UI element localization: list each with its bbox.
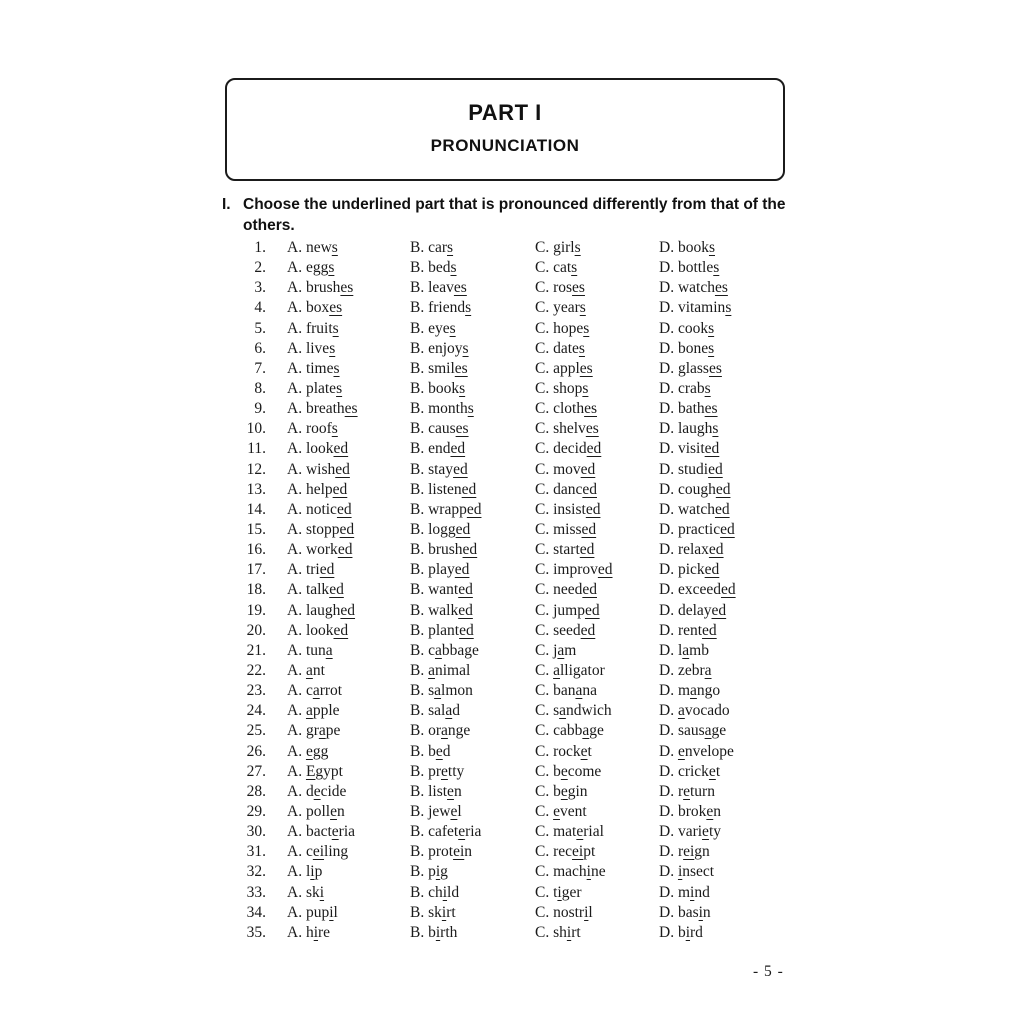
option-c: C. begin: [535, 782, 588, 800]
option-a: A. tuna: [287, 641, 333, 659]
option-d: D. visited: [659, 440, 720, 458]
option-c: C. seeded: [535, 621, 596, 639]
option-a: A. decide: [287, 782, 347, 800]
option-d: D. coughed: [659, 480, 731, 498]
option-d: D. return: [659, 782, 715, 800]
question-number: 18.: [246, 581, 266, 599]
option-c: C. years: [535, 299, 586, 317]
question-number: 16.: [246, 541, 266, 559]
option-d: D. delayed: [659, 601, 727, 619]
option-d: D. bird: [659, 923, 703, 941]
option-c: C. nostril: [535, 903, 593, 921]
question-number: 33.: [246, 883, 266, 901]
option-a: A. lives: [287, 339, 336, 357]
question-row: [232, 601, 802, 621]
question-number: 3.: [254, 279, 266, 297]
option-b: B. bed: [410, 742, 451, 760]
option-a: A. tried: [287, 561, 335, 579]
option-c: C. material: [535, 823, 604, 841]
option-c: C. rocket: [535, 742, 592, 760]
question-number: 13.: [246, 480, 266, 498]
option-c: C. receipt: [535, 843, 596, 861]
option-b: B. logged: [410, 520, 471, 538]
title-box: [225, 78, 785, 181]
option-c: C. jumped: [535, 601, 600, 619]
question-number: 20.: [246, 621, 266, 639]
question-row: [232, 862, 802, 882]
question-number: 15.: [246, 520, 266, 538]
option-a: A. ceiling: [287, 843, 349, 861]
question-number: 4.: [254, 299, 266, 317]
option-c: C. insisted: [535, 500, 601, 518]
question-number: 34.: [246, 903, 266, 921]
option-a: A. brushes: [287, 279, 354, 297]
question-row: [232, 419, 802, 439]
option-a: A. eggs: [287, 259, 335, 277]
option-b: B. orange: [410, 722, 471, 740]
question-row: [232, 883, 802, 903]
question-row: [232, 661, 802, 681]
option-b: B. wanted: [410, 581, 473, 599]
question-row: [232, 278, 802, 298]
questions-list: [232, 238, 802, 943]
option-c: C. sandwich: [535, 702, 612, 720]
question-number: 8.: [254, 379, 266, 397]
question-row: [232, 439, 802, 459]
option-b: B. jewel: [410, 802, 462, 820]
option-c: C. become: [535, 762, 602, 780]
option-c: C. started: [535, 541, 595, 559]
option-c: C. apples: [535, 359, 593, 377]
option-b: B. walked: [410, 601, 473, 619]
instruction-block: [222, 194, 797, 236]
question-row: [232, 258, 802, 278]
question-number: 25.: [246, 722, 266, 740]
question-row: [232, 480, 802, 500]
option-c: C. roses: [535, 279, 585, 297]
question-row: [232, 319, 802, 339]
option-a: A. looked: [287, 440, 349, 458]
option-b: B. books: [410, 379, 466, 397]
question-number: 28.: [246, 782, 266, 800]
option-b: B. beds: [410, 259, 457, 277]
option-b: B. salad: [410, 702, 460, 720]
option-d: D. vitamins: [659, 299, 732, 317]
option-c: C. decided: [535, 440, 602, 458]
option-a: A. Egypt: [287, 762, 343, 780]
option-a: A. carrot: [287, 682, 343, 700]
question-row: [232, 580, 802, 600]
option-c: C. girls: [535, 239, 581, 256]
question-row: [232, 339, 802, 359]
option-d: D. avocado: [659, 702, 730, 720]
question-row: [232, 560, 802, 580]
option-a: A. fruits: [287, 319, 339, 337]
option-a: A. ski: [287, 883, 325, 901]
option-d: D. mind: [659, 883, 710, 901]
option-b: B. cabbage: [410, 641, 479, 659]
option-c: C. missed: [535, 520, 597, 538]
question-number: 23.: [246, 682, 266, 700]
question-row: [232, 822, 802, 842]
option-b: B. causes: [410, 420, 469, 438]
question-number: 31.: [246, 843, 266, 861]
option-d: D. picked: [659, 561, 720, 579]
question-row: [232, 641, 802, 661]
option-c: C. dates: [535, 339, 585, 357]
question-row: [232, 238, 802, 258]
option-b: B. months: [410, 400, 474, 418]
question-row: [232, 742, 802, 762]
option-c: C. cats: [535, 259, 578, 277]
option-b: B. cars: [410, 239, 454, 256]
option-b: B. salmon: [410, 682, 473, 700]
option-c: C. improved: [535, 561, 613, 579]
option-a: A. times: [287, 359, 340, 377]
option-a: A. boxes: [287, 299, 343, 317]
option-c: C. moved: [535, 460, 596, 478]
option-b: B. eyes: [410, 319, 456, 337]
option-d: D. practiced: [659, 520, 735, 538]
question-row: [232, 379, 802, 399]
question-number: 6.: [254, 339, 266, 357]
question-row: [232, 621, 802, 641]
question-number: 5.: [254, 319, 266, 337]
option-b: B. played: [410, 561, 470, 579]
option-d: D. reign: [659, 843, 710, 861]
option-b: B. smiles: [410, 359, 468, 377]
option-d: D. basin: [659, 903, 711, 921]
option-a: A. pollen: [287, 802, 345, 820]
question-number: 22.: [246, 661, 266, 679]
question-number: 9.: [254, 400, 266, 418]
question-number: 14.: [246, 500, 266, 518]
option-b: B. wrapped: [410, 500, 482, 518]
question-number: 17.: [246, 561, 266, 579]
option-a: A. lip: [287, 863, 323, 881]
option-a: A. noticed: [287, 500, 352, 518]
option-d: D. lamb: [659, 641, 709, 659]
question-number: 10.: [246, 420, 266, 438]
option-a: A. hire: [287, 923, 331, 941]
option-a: A. pupil: [287, 903, 338, 921]
question-number: 12.: [246, 460, 266, 478]
question-row: [232, 923, 802, 943]
section-label: I.: [222, 196, 231, 213]
question-number: 1.: [254, 239, 266, 256]
option-b: B. skirt: [410, 903, 456, 921]
question-number: 27.: [246, 762, 266, 780]
option-d: D. broken: [659, 802, 721, 820]
question-number: 35.: [246, 923, 266, 941]
option-c: C. shops: [535, 379, 589, 397]
option-d: D. rented: [659, 621, 717, 639]
option-a: A. news: [287, 239, 338, 256]
option-a: A. laughed: [287, 601, 356, 619]
option-b: B. stayed: [410, 460, 468, 478]
option-d: D. mango: [659, 682, 721, 700]
option-c: C. cabbage: [535, 722, 604, 740]
option-a: A. bacteria: [287, 823, 356, 841]
question-number: 21.: [246, 641, 266, 659]
question-row: [232, 903, 802, 923]
option-d: D. glasses: [659, 359, 722, 377]
option-d: D. books: [659, 239, 715, 256]
option-d: D. crabs: [659, 379, 711, 397]
part-title: PART I: [468, 100, 542, 125]
option-a: A. egg: [287, 742, 329, 760]
option-d: D. laughs: [659, 420, 719, 438]
option-b: B. listen: [410, 782, 462, 800]
question-row: [232, 460, 802, 480]
question-number: 26.: [246, 742, 266, 760]
option-a: A. worked: [287, 541, 353, 559]
option-b: B. leaves: [410, 279, 467, 297]
option-c: C. danced: [535, 480, 597, 498]
question-row: [232, 782, 802, 802]
option-b: B. pretty: [410, 762, 465, 780]
option-d: D. watches: [659, 279, 728, 297]
option-a: A. wished: [287, 460, 350, 478]
option-c: C. needed: [535, 581, 597, 599]
option-a: A. stopped: [287, 520, 355, 538]
question-row: [232, 500, 802, 520]
option-c: C. hopes: [535, 319, 590, 337]
option-a: A. breathes: [287, 400, 358, 418]
option-b: B. ended: [410, 440, 466, 458]
option-d: D. exceeded: [659, 581, 736, 599]
option-d: D. cooks: [659, 319, 715, 337]
question-row: [232, 540, 802, 560]
option-d: D. variety: [659, 823, 721, 841]
option-d: D. insect: [659, 863, 715, 881]
option-d: D. zebra: [659, 661, 712, 679]
question-row: [232, 721, 802, 741]
option-d: D. bones: [659, 339, 715, 357]
option-d: D. studied: [659, 460, 723, 478]
option-a: A. looked: [287, 621, 349, 639]
option-c: C. jam: [535, 641, 577, 659]
option-b: B. brushed: [410, 541, 478, 559]
option-b: B. listened: [410, 480, 477, 498]
option-a: A. plates: [287, 379, 343, 397]
question-row: [232, 399, 802, 419]
question-number: 24.: [246, 702, 266, 720]
page-number: - 5 -: [753, 963, 784, 980]
option-d: D. bottles: [659, 259, 720, 277]
option-d: D. watched: [659, 500, 730, 518]
option-d: D. cricket: [659, 762, 721, 780]
question-number: 2.: [254, 259, 266, 277]
option-c: C. machine: [535, 863, 606, 881]
option-b: B. cafeteria: [410, 823, 482, 841]
option-a: A. helped: [287, 480, 348, 498]
option-a: A. apple: [287, 702, 340, 720]
question-number: 30.: [246, 823, 266, 841]
option-c: C. event: [535, 802, 587, 820]
option-c: C. banana: [535, 682, 597, 700]
question-number: 7.: [254, 359, 266, 377]
option-c: C. shirt: [535, 923, 581, 941]
option-c: C. alligator: [535, 661, 605, 679]
question-row: [232, 762, 802, 782]
question-row: [232, 681, 802, 701]
question-number: 11.: [247, 440, 266, 458]
option-b: B. child: [410, 883, 460, 901]
option-b: B. animal: [410, 661, 471, 679]
question-number: 29.: [246, 802, 266, 820]
option-b: B. friends: [410, 299, 472, 317]
option-a: A. talked: [287, 581, 344, 599]
question-row: [232, 520, 802, 540]
option-b: B. enjoys: [410, 339, 469, 357]
question-row: [232, 359, 802, 379]
option-b: B. birth: [410, 923, 458, 941]
question-row: [232, 298, 802, 318]
part-subtitle: PRONUNCIATION: [430, 136, 580, 155]
question-number: 32.: [246, 863, 266, 881]
option-b: B. planted: [410, 621, 474, 639]
option-c: C. tiger: [535, 883, 582, 901]
option-c: C. clothes: [535, 400, 598, 418]
question-row: [232, 802, 802, 822]
option-b: B. protein: [410, 843, 472, 861]
option-d: D. sausage: [659, 722, 727, 740]
option-a: A. grape: [287, 722, 341, 740]
option-d: D. relaxed: [659, 541, 724, 559]
instruction-text: Choose the underlined part that is pronounced differently from that of the others.: [243, 196, 786, 234]
option-a: A. roofs: [287, 420, 338, 438]
option-c: C. shelves: [535, 420, 599, 438]
question-row: [232, 842, 802, 862]
option-d: D. envelope: [659, 742, 734, 760]
option-a: A. ant: [287, 661, 325, 679]
question-number: 19.: [246, 601, 266, 619]
option-d: D. bathes: [659, 400, 718, 418]
option-b: B. pig: [410, 863, 448, 881]
question-row: [232, 701, 802, 721]
